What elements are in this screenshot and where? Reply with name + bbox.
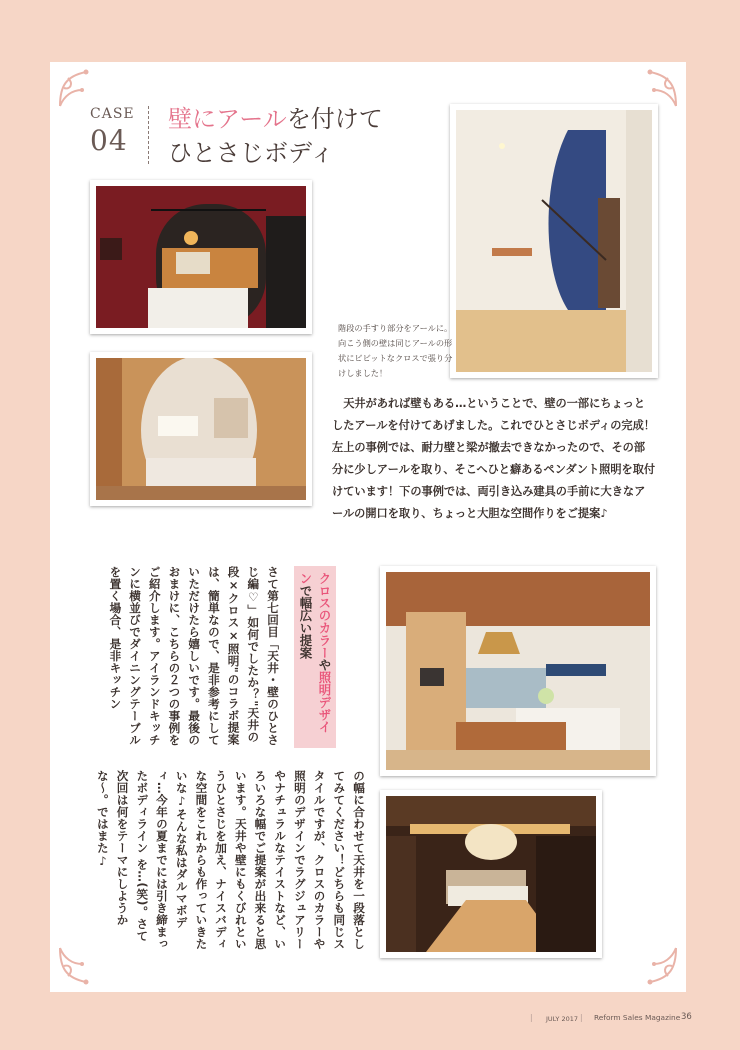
magazine-page [50, 62, 686, 992]
side-heading-part-3: で幅広い提案 [298, 584, 313, 659]
ornament-top-left-icon [56, 68, 98, 110]
footer-divider: | [580, 1013, 583, 1022]
intro-paragraph: 天井があれば壁もある…ということで、壁の一部にちょっとしたアールを付けてあげました。これでひとさじボディの完成！左上の事例では、耐力壁と梁が撤去できなかったので、その部分に少しアールを取り、そこへひと癖あるペンダント照明を取付けています！下の事例では、両引き込み建具の手前に大きなアールの開口を取り、ちょっと大胆な空間作りをご提案♪ [332, 397, 656, 520]
ornament-bottom-right-icon [638, 944, 680, 986]
title-accent: 壁にアール [168, 105, 287, 133]
photo-staircase-arch [450, 104, 658, 378]
title-divider [148, 106, 149, 164]
photo-kitchen [380, 566, 656, 776]
page-title [168, 102, 383, 170]
photo-round-opening [90, 352, 312, 506]
column-left-text: さて第七回目「天井・壁のひとさじ編♡」如何でしたか？"天井の段×クロス×照明"のコラボ提案は、簡単なので、是非参考にしていただけたら嬉しいです。最後のおまけに、こちらの２つの事例をご紹介します。アイランドキッチンに横並びでダイニングテーブルを置く場合、是非キッチン [108, 566, 280, 746]
page-footer: | [530, 1013, 533, 1022]
staircase-caption: 階段の手すり部分をアールに。向こう側の壁は同じアールの形状にビビットなクロスで張り分けしました！ [338, 323, 453, 378]
photo-red-arch-room [90, 180, 312, 334]
side-heading-accent-2: 照明デザイン [298, 572, 332, 734]
column-right-text: の幅に合わせて天井を一段落としてみてください！どちらも同じスタイルですが、クロスのカラーや照明のデザインでラグジュアリーやナチュラルなテイストなど、いろいろな幅でご提案が出来ると思います。天井や壁にもくびれというひとさじを加え、ナイスバディな空間をこれからも作っていきたいな♪そんな私はダルマボディ…今年の夏までには引き締まったボディライン を…(笑)。さて次回は何をテーマにしようかな〜。ではまた♪ [95, 770, 366, 950]
side-heading-accent: クロスのカラー [317, 572, 332, 659]
photo-dining-chandelier [380, 790, 602, 958]
case-word: CASE [90, 106, 135, 122]
case-number: 04 [90, 124, 128, 157]
footer-page-number: 36 [681, 1012, 692, 1022]
title-rest: を付けて [286, 105, 383, 133]
side-heading [294, 566, 336, 748]
ornament-bottom-left-icon [56, 944, 98, 986]
footer-date: JULY 2017 [546, 1015, 579, 1023]
title-line-2: ひとさじボディ [168, 139, 335, 167]
side-heading-part-2: や [317, 658, 332, 672]
footer-magazine: Reform Sales Magazine [594, 1013, 681, 1022]
